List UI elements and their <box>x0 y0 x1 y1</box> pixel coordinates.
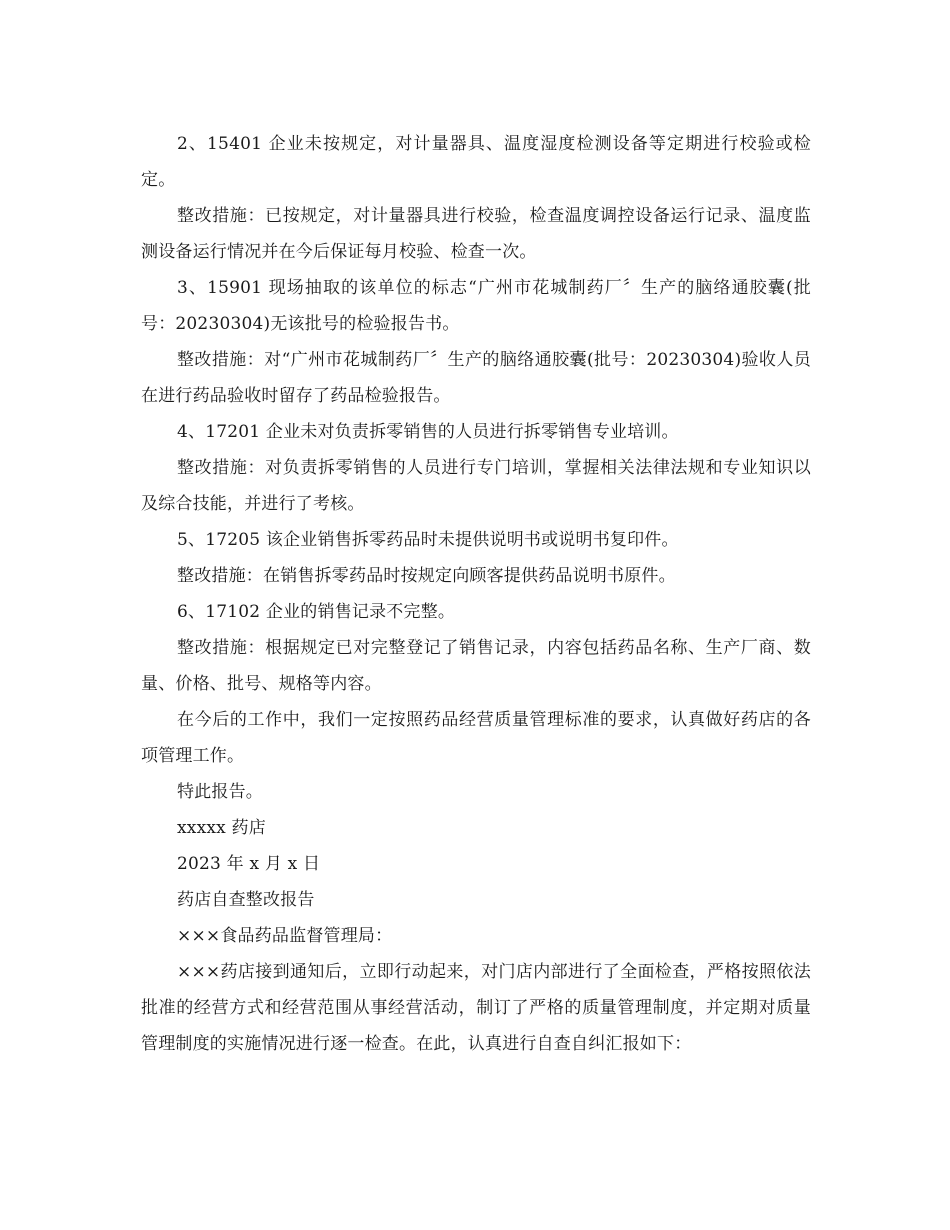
addressee: ×××食品药品监督管理局： <box>177 926 393 946</box>
signature-store: xxxxx 药店 <box>177 818 266 838</box>
item-4-measure: 整改措施：对负责拆零销售的人员进行专门培训，掌握相关法律法规和专业知识以及综合技能，并进行了考核。 <box>141 458 811 514</box>
item-5-measure: 整改措施：在销售拆零药品时按规定向顾客提供药品说明书原件。 <box>177 566 676 586</box>
item-2-issue: 2、15401 企业未按规定，对计量器具、温度湿度检测设备等定期进行校验或检定。 <box>141 134 811 190</box>
item-3-measure: 整改措施：对“广州市花城制药厂〞生产的脑络通胶囊(批号：20230304)验收人员在进行药品验收时留存了药品检验报告。 <box>141 350 811 406</box>
section-title: 药店自查整改报告 <box>177 890 315 910</box>
item-5-issue: 5、17205 该企业销售拆零药品时未提供说明书或说明书复印件。 <box>177 530 679 550</box>
document-body <box>141 126 811 1062</box>
item-2-measure: 整改措施：已按规定，对计量器具进行校验，检查温度调控设备运行记录、温度监测设备运行情况并在今后保证每月校验、检查一次。 <box>141 206 811 262</box>
item-4-issue: 4、17201 企业未对负责拆零销售的人员进行拆零销售专业培训。 <box>177 422 679 442</box>
signature-date: 2023 年 x 月 x 日 <box>177 854 321 874</box>
intro-paragraph: ×××药店接到通知后，立即行动起来，对门店内部进行了全面检查，严格按照依法批准的经营方式和经营范围从事经营活动，制订了严格的质量管理制度，并定期对质量管理制度的实施情况进行逐一检查。在此，认真进行自查自纠汇报如下： <box>141 962 811 1054</box>
item-6-measure: 整改措施：根据规定已对完整登记了销售记录，内容包括药品名称、生产厂商、数量、价格、批号、规格等内容。 <box>141 638 811 694</box>
item-3-issue: 3、15901 现场抽取的该单位的标志“广州市花城制药厂〞生产的脑络通胶囊(批号：20230304)无该批号的检验报告书。 <box>141 278 811 334</box>
report-closing: 特此报告。 <box>177 782 263 802</box>
item-6-issue: 6、17102 企业的销售记录不完整。 <box>177 602 456 622</box>
closing-statement: 在今后的工作中，我们一定按照药品经营质量管理标准的要求，认真做好药店的各项管理工作。 <box>141 710 811 766</box>
